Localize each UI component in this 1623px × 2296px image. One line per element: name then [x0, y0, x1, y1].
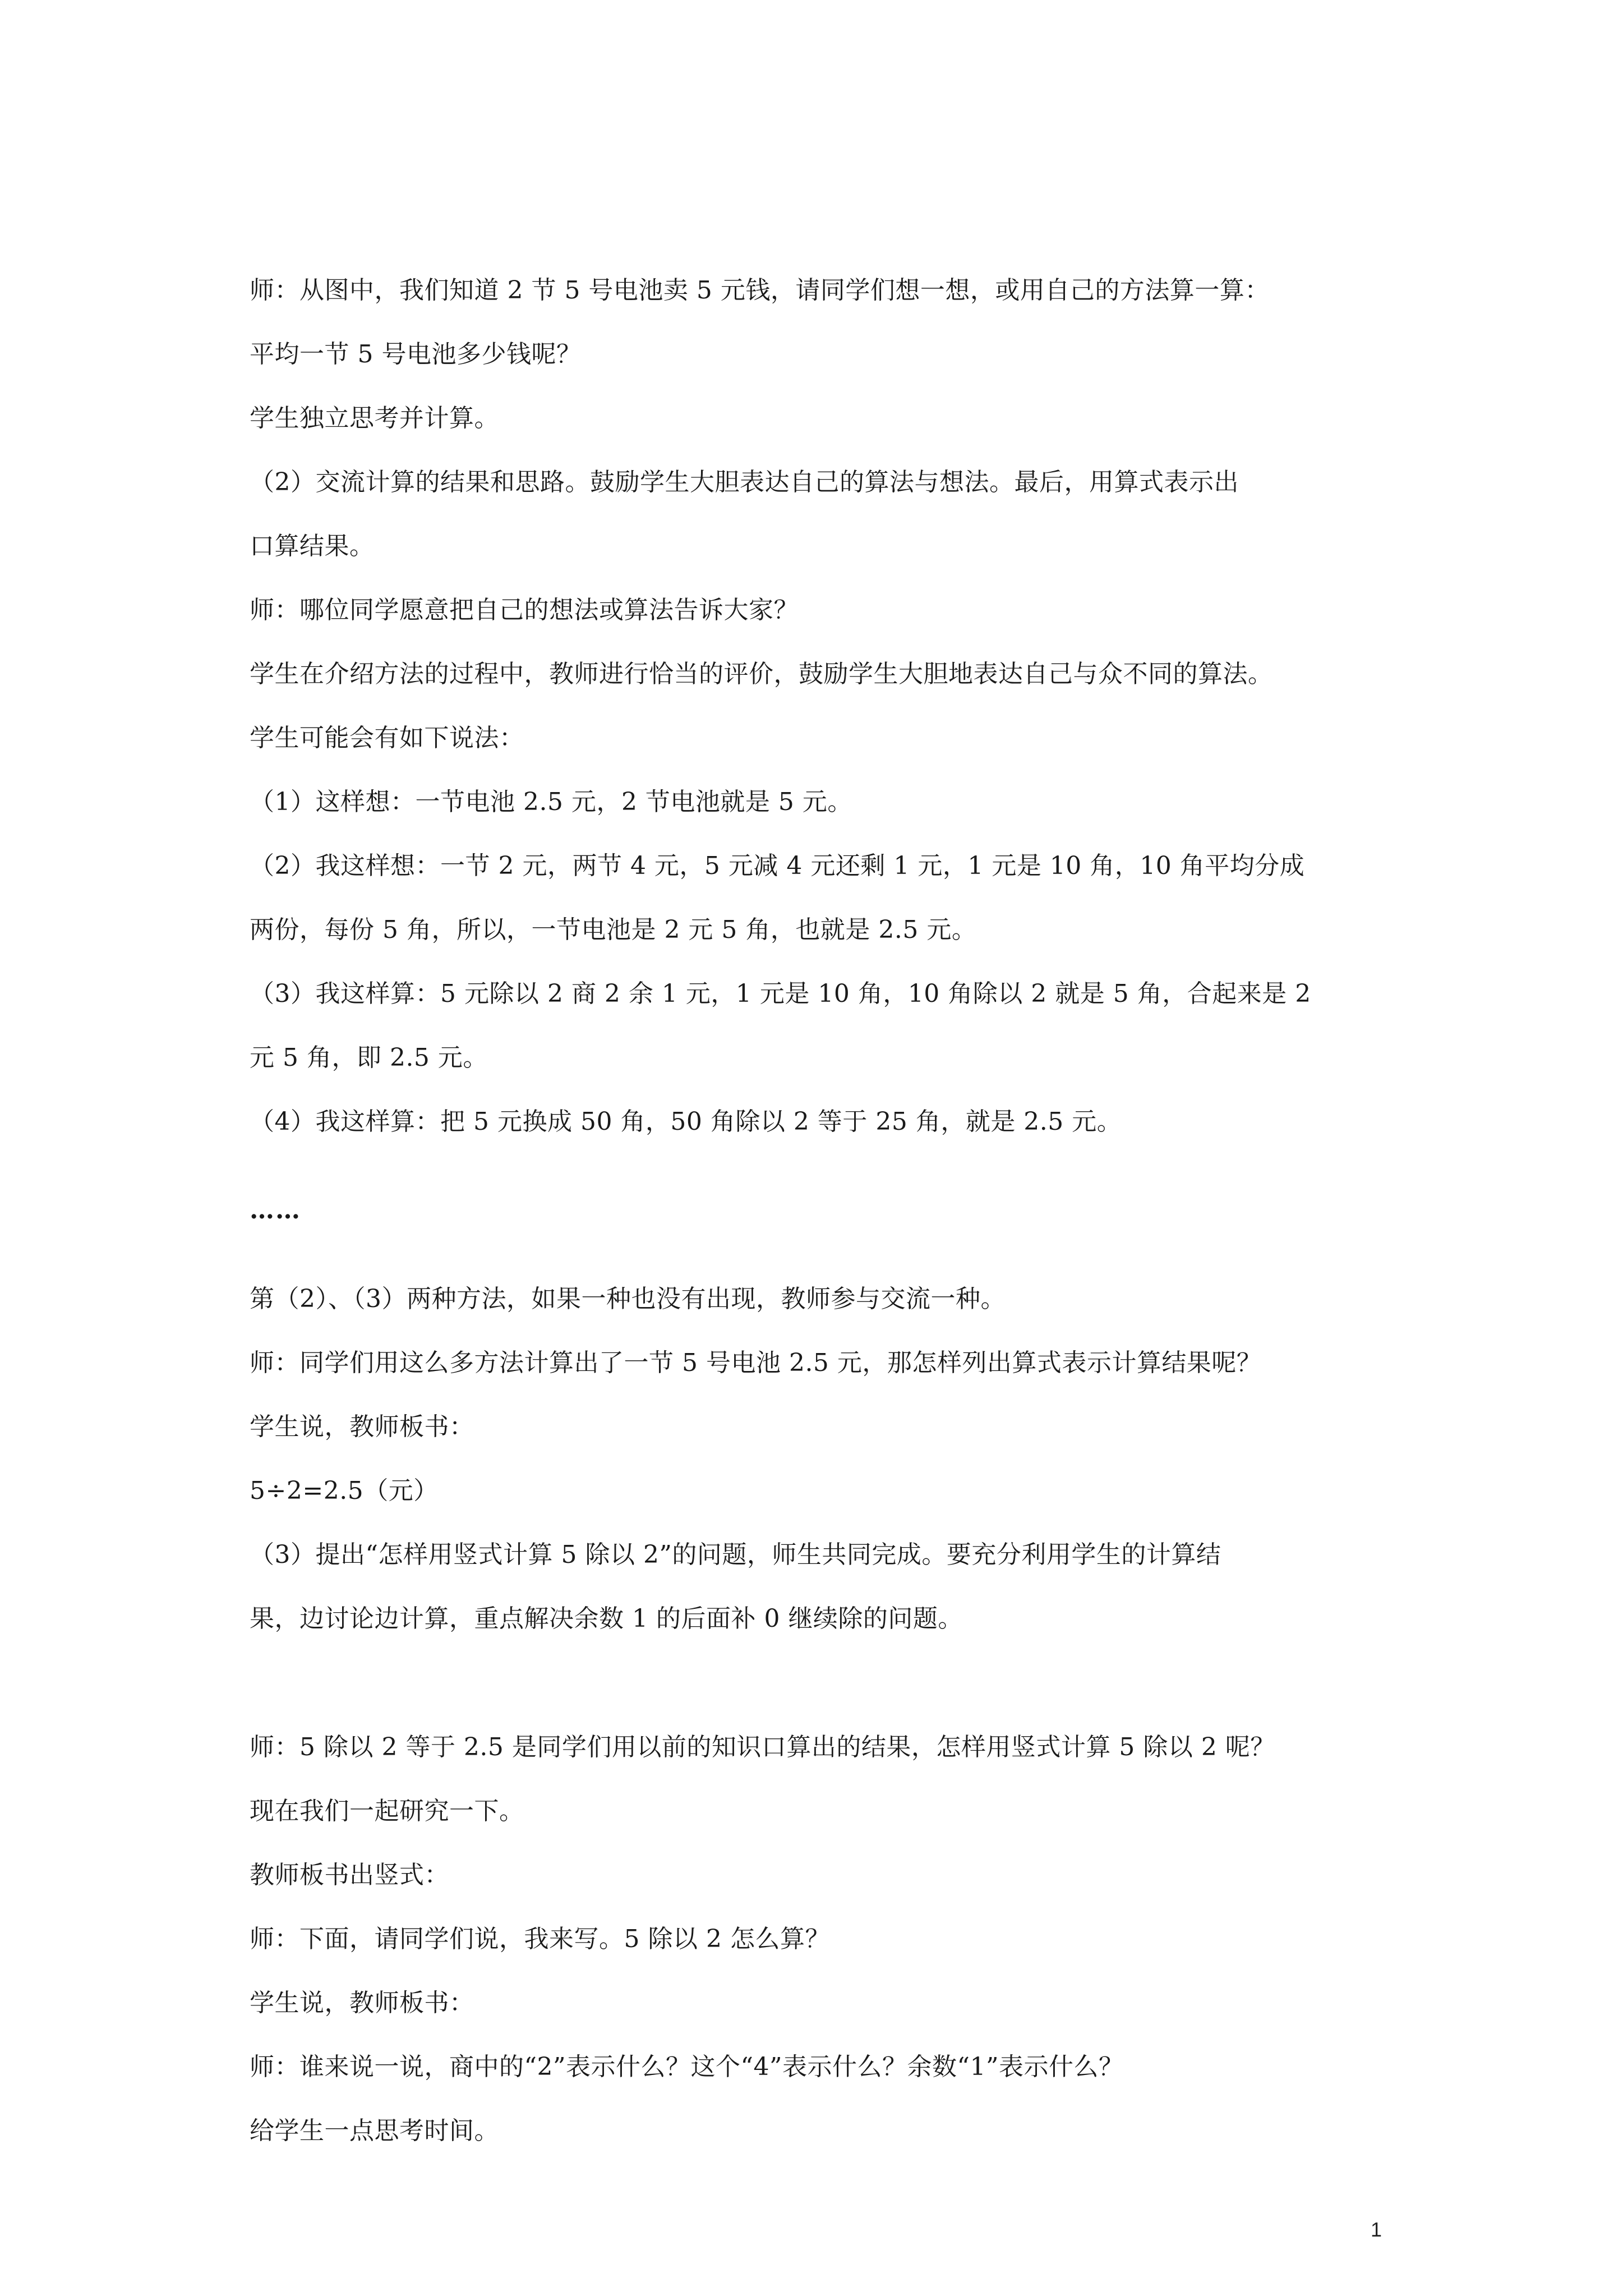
text-line: 师：哪位同学愿意把自己的想法或算法告诉大家？ — [250, 596, 799, 624]
page-number: 1 — [1371, 2218, 1382, 2241]
text-line: 元 5 角，即 2.5 元。 — [250, 1043, 488, 1072]
text-line: 第（2）、（3）两种方法，如果一种也没有出现，教师参与交流一种。 — [250, 1285, 1006, 1313]
text-line: 学生说，教师板书： — [250, 1989, 474, 2017]
text-line: 两份，每份 5 角，所以，一节电池是 2 元 5 角，也就是 2.5 元。 — [250, 915, 977, 944]
text-line: 教师板书出竖式： — [250, 1861, 449, 1889]
text-line: 口算结果。 — [250, 532, 375, 560]
text-line: 师：同学们用这么多方法计算出了一节 5 号电池 2.5 元，那怎样列出算式表示计算结果呢？ — [250, 1349, 1262, 1377]
text-line: 师：从图中，我们知道 2 节 5 号电池卖 5 元钱，请同学们想一想，或用自己的方法算一算： — [250, 276, 1270, 305]
text-line: 学生独立思考并计算。 — [250, 404, 499, 432]
document-body — [250, 275, 1394, 2147]
text-line: （3）我这样算：5 元除以 2 商 2 余 1 元，1 元是 10 角，10 角除以 2 就是 5 角，合起来是 2 — [250, 979, 1311, 1008]
text-line: 学生可能会有如下说法： — [250, 724, 524, 752]
text-line: 平均一节 5 号电池多少钱呢？ — [250, 340, 582, 369]
text-line: 师：下面，请同学们说，我来写。5 除以 2 怎么算？ — [250, 1925, 830, 1953]
text-line: 果，边讨论边计算，重点解决余数 1 的后面补 0 继续除的问题。 — [250, 1604, 963, 1633]
text-line: 师：谁来说一说，商中的“2”表示什么？这个“4”表示什么？余数“1”表示什么？ — [250, 2053, 1124, 2081]
text-line: 现在我们一起研究一下。 — [250, 1797, 524, 1825]
text-line: （2）交流计算的结果和思路。鼓励学生大胆表达自己的算法与想法。最后，用算式表示出 — [250, 468, 1239, 496]
text-line: 学生说，教师板书： — [250, 1412, 474, 1441]
text-line: 学生在介绍方法的过程中，教师进行恰当的评价，鼓励学生大胆地表达自己与众不同的算法。 — [250, 660, 1273, 688]
text-line: （2）我这样想：一节 2 元，两节 4 元，5 元减 4 元还剩 1 元，1 元是 10 角，10 角平均分成 — [250, 852, 1305, 880]
equation-line: 5÷2=2.5（元） — [250, 1476, 439, 1505]
ellipsis: …… — [250, 1196, 301, 1225]
text-line: （1）这样想：一节电池 2.5 元，2 节电池就是 5 元。 — [250, 788, 852, 816]
text-line: （4）我这样算：把 5 元换成 50 角，50 角除以 2 等于 25 角，就是 2.5 元。 — [250, 1107, 1122, 1136]
text-line: 给学生一点思考时间。 — [250, 2116, 499, 2145]
text-line: 师：5 除以 2 等于 2.5 是同学们用以前的知识口算出的结果，怎样用竖式计算 5 除以 2 呢？ — [250, 1733, 1275, 1761]
text-line: （3）提出“怎样用竖式计算 5 除以 2”的问题，师生共同完成。要充分利用学生的计算结 — [250, 1540, 1221, 1569]
